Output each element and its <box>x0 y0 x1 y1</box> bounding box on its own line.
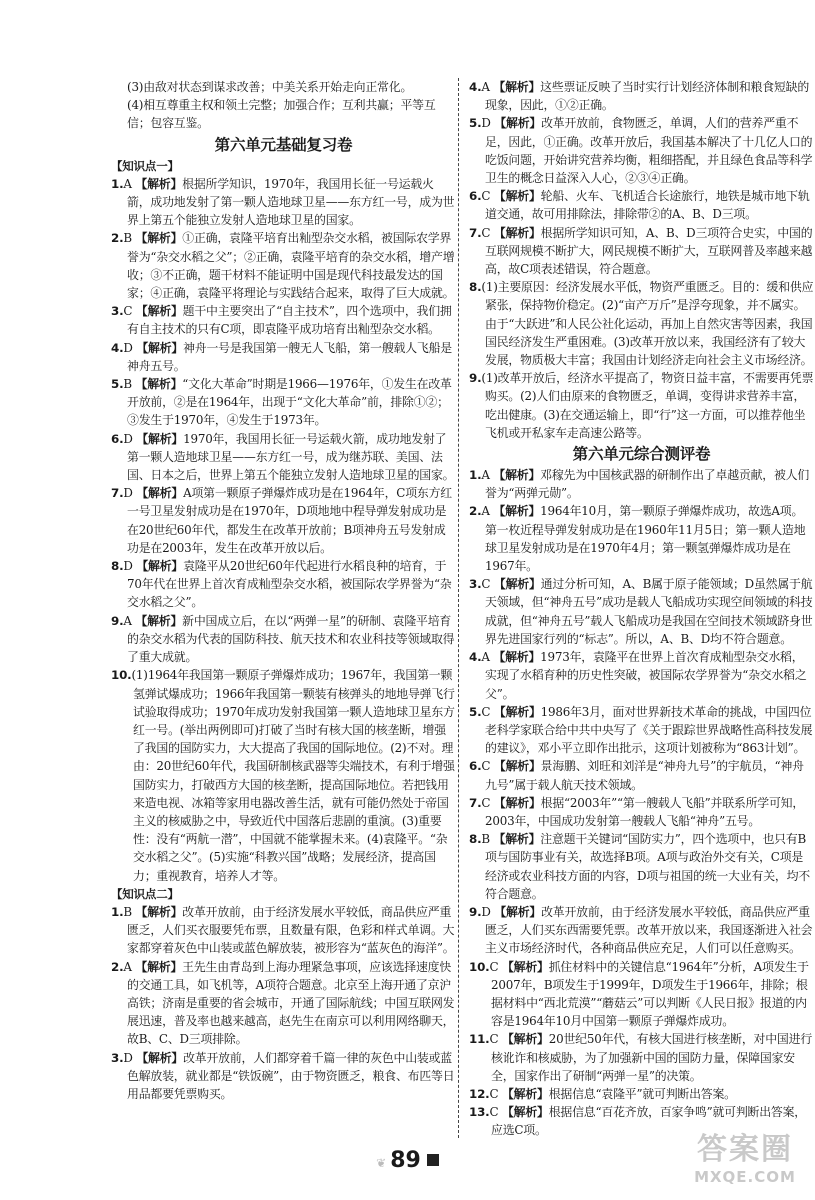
answer-item <box>469 958 814 1031</box>
item-text: 抓住材料中的关键信息“1964年”分析，A项发生于2007年，B项发生于1999年，D项发生于1966年，排除；根据材料中“西北荒漠”“蘑菇云”可以判断《人民日报》报道的内容是1964年10月中国第一颗原子弹爆炸成功。 <box>491 959 809 1029</box>
item-number: 1. <box>111 176 124 191</box>
answer-item <box>111 612 456 667</box>
item-number: 1. <box>111 904 124 919</box>
item-text: 改革开放前，由于经济发展水平较低，商品供应严重匮乏，人们买东西需要凭票。改革开放以来，我国逐渐进入社会主义市场经济时代，各种商品供应充足，人们可以任意购买。 <box>485 904 813 956</box>
item-answer: A <box>123 176 132 191</box>
intro-paragraph: (4)相互尊重主权和领土完整；加强合作；互利共赢；平等互信；包容互鉴。 <box>127 98 436 131</box>
item-text: ①正确，袁隆平培育出籼型杂交水稻，被国际农学界誉为“杂交水稻之父”；②正确，袁隆平培育的杂交水稻，增产增收；③不正确，题干材料不能证明中国是现代科技最发达的国家；④正确，袁隆平将理论与实践结合起来，取得了巨大成就。 <box>127 231 455 301</box>
watermark-url: MXQE.COM <box>694 1168 796 1186</box>
item-answer: B <box>123 377 132 392</box>
item-number: 4. <box>469 80 482 94</box>
unit-review-title: 第六单元基础复习卷 <box>214 135 353 154</box>
item-number: 3. <box>111 304 124 319</box>
item-number: 9. <box>469 904 482 919</box>
item-answer: C <box>481 759 491 774</box>
answer-item <box>469 187 814 223</box>
item-number: 6. <box>469 189 482 204</box>
item-text: 景海鹏、刘旺和刘洋是“神舟九号”的宇航员，“神舟九号”属于载人航天技术领域。 <box>485 759 804 792</box>
analysis-tag: 【解析】 <box>135 377 183 392</box>
analysis-tag: 【解析】 <box>135 231 183 246</box>
column-divider <box>458 78 459 1138</box>
answer-item <box>469 757 814 793</box>
item-number: 7. <box>469 225 482 240</box>
item-text: 改革开放前，由于经济发展水平较低，商品供应严重匮乏，人们买衣服要凭布票，且数量有限，色彩和样式单调。大家都穿着灰色中山装或蓝色解放装，被形容为“蓝灰色的海洋”。 <box>127 904 455 956</box>
item-answer: C <box>481 577 491 592</box>
item-text: 袁隆平从20世纪60年代起进行水稻良种的培育，于70年代在世界上首次育成籼型杂交水稻，被国际农学界誉为“杂交水稻之父”。 <box>127 559 452 610</box>
item-number: 6. <box>469 759 482 774</box>
analysis-tag: 【解析】 <box>493 759 541 774</box>
answer-item <box>111 229 456 302</box>
item-answer: B <box>123 904 132 919</box>
answer-item <box>469 648 814 703</box>
answer-item <box>469 1085 814 1103</box>
analysis-tag: 【解析】 <box>501 1105 549 1120</box>
item-answer: A <box>123 613 132 628</box>
item-answer: D <box>123 1050 133 1065</box>
item-text: 1970年，我国用长征一号运载火箭，成功地发射了第一颗人造地球卫星——东方红一号，成为继苏联、美国、法国、日本之后，世界上第五个能独立发射人造地球卫星的国家。 <box>127 431 455 483</box>
watermark-text: 答案圈 <box>697 1132 793 1167</box>
item-text: 根据所学知识，1970年，我国用长征一号运载火箭，成功地发射了第一颗人造地球卫星——东方红一号，成为世界上第五个能独立发射人造地球卫星的国家。 <box>127 176 455 228</box>
item-text: 根据信息“袁隆平”就可判断出答案。 <box>548 1086 736 1101</box>
left-column <box>111 78 456 1103</box>
analysis-tag: 【解析】 <box>136 431 184 446</box>
answer-item <box>469 1030 814 1085</box>
intro-paragraph: (3)由敌对状态到谋求改善；中美关系开始走向正常化。 <box>127 80 413 94</box>
item-answer: B <box>123 231 132 246</box>
item-answer: D <box>123 340 133 355</box>
analysis-tag: 【解析】 <box>493 650 541 665</box>
item-number: 6. <box>111 431 124 446</box>
item-number: 5. <box>469 704 482 719</box>
item-answer: C <box>123 304 133 319</box>
answer-item <box>469 903 814 958</box>
item-text: 题干中主要突出了“自主技术”，四个选项中，我们拥有自主技术的只有C项，即袁隆平成功培育出籼型杂交水稻。 <box>127 304 452 337</box>
item-text: 注意题干关键词“国防实力”，四个选项中，也只有B项与国防事业有关，故选择B项。A项与政治外交有关，C项是经济或农业科技方面的内容，D项与祖国的统一大业有关，均不符合题意。 <box>485 832 810 901</box>
item-answer: D <box>481 904 491 919</box>
item-number: 4. <box>469 650 482 665</box>
item-answer: C <box>489 1086 499 1101</box>
item-text: 改革开放前，食物匮乏，单调，人们的营养严重不足，因此，①正确。改革开放后，我国基本解决了十几亿人口的吃饭问题，开始讲究营养均衡，粗细搭配，并且绿色食品等科学卫生的概念日益深入人心，②③④正确。 <box>485 116 813 186</box>
item-text: A项第一颗原子弹爆炸成功是在1964年，C项东方红一号卫星发射成功是在1970年，D项地地中程导弹发射成功是在20世纪60年代，都发生在改革开放前；B项神舟五号发射成功是在2003年，发生在改革开放以后。 <box>127 486 452 555</box>
item-answer: D <box>481 116 491 131</box>
item-text: (1)主要原因：经济发展水平低，物资严重匮乏。目的：缓和供应紧张，保持物价稳定。(2)“亩产万斤”是浮夸现象，并不属实。由于“大跃进”和人民公社化运动，再加上自然灾害等因素，我国国民经济发生严重困难。(3)改革开放以来，我国经济有了较大发展，物质极大丰富；我国由计划经济走向社会主义市场经济。 <box>481 280 814 368</box>
answer-item <box>469 794 814 830</box>
answer-item <box>111 557 456 612</box>
analysis-tag: 【解析】 <box>493 468 541 483</box>
item-answer: A <box>481 468 490 483</box>
answer-item <box>111 1049 456 1104</box>
decor-mark: ❦ <box>376 1156 387 1170</box>
item-text: 改革开放前，人们都穿着千篇一律的灰色中山装或蓝色解放装，就业都是“铁饭碗”，由于物资匮乏，粮食、布匹等日用品都要凭票购买。 <box>127 1050 455 1101</box>
item-text: 通过分析可知，A、B属于原子能领域；D虽然属于航天领域，但“神舟五号”成功是载人飞船成功实现空间领域的科技成就，但“神舟五号”载人飞船成功是我国在空间技术领域跻身世界先进国家行列的“标志”。所以，A、B、D均不符合题意。 <box>485 577 813 646</box>
analysis-tag: 【解析】 <box>136 1050 184 1065</box>
knowledge-point-heading: 【知识点二】 <box>111 886 179 901</box>
item-text: 这些票证反映了当时实行计划经济体制和粮食短缺的现象，因此，①②正确。 <box>485 80 810 113</box>
answer-item <box>111 175 456 230</box>
comprehensive-test-title: 第六单元综合测评卷 <box>572 445 711 464</box>
item-number: 10. <box>469 959 490 974</box>
item-text: 根据“2003年”“第一艘载人飞船”并联系所学可知，2003年，中国成功发射第一艘载人飞船“神舟”五号。 <box>485 795 805 828</box>
answer-item <box>111 903 456 958</box>
item-answer: D <box>123 559 133 574</box>
item-answer: C <box>489 959 499 974</box>
item-number: 2. <box>469 504 482 519</box>
item-answer: D <box>123 431 133 446</box>
answer-item <box>111 430 456 485</box>
watermark-logo <box>681 1132 809 1192</box>
item-number: 8. <box>469 832 482 847</box>
item-answer: A <box>481 80 490 94</box>
item-number: 3. <box>469 577 482 592</box>
item-number: 1. <box>469 468 482 483</box>
analysis-tag: 【解析】 <box>135 613 183 628</box>
analysis-tag: 【解析】 <box>493 795 541 810</box>
answer-item <box>111 484 456 557</box>
item-number: 4. <box>111 340 124 355</box>
item-answer: C <box>489 1032 499 1047</box>
item-number: 5. <box>469 116 482 131</box>
analysis-tag: 【解析】 <box>135 304 183 319</box>
item-text: (1)1964年我国第一颗原子弹爆炸成功；1967年，我国第一颗氢弹试爆成功；1966年我国第一颗装有核弹头的地地导弹飞行试验取得成功；1970年成功发射我国第一颗人造地球卫星东方红一号。(举出两例即可)打破了当时有核大国的核垄断，增强了我国的国防实力，大大提高了我国的国际地位。(2)不对。理由：20世纪60年代，我国研制核武器等尖端技术，有利于增强国防实力，打破西方大国的核垄断，提高国际地位。若把钱用来造电视、冰箱等家用电器改善生活，就有可能仍然处于帝国主义的核威胁之中，导致近代中国落后悲剧的重演。(3)重要性：没有“两航一潜”，中国就不能掌握未来。(4)袁隆平。“杂交水稻之父”。(5)实施“科教兴国”战略；发展经济，提高国力；重视教育，培养人才等。 <box>131 668 455 883</box>
item-text: 1964年10月，第一颗原子弹爆炸成功，故选A项。第一枚近程导弹发射成功是在1960年11月5日；第一颗人造地球卫星发射成功是在1970年4月；第一颗氢弹爆炸成功是在1967年。 <box>485 504 806 574</box>
answer-item <box>469 575 814 648</box>
answer-item <box>469 224 814 279</box>
answer-item <box>111 666 456 884</box>
analysis-tag: 【解析】 <box>135 959 183 974</box>
analysis-tag: 【解析】 <box>136 559 184 574</box>
answer-item <box>469 502 814 575</box>
item-text: 1986年3月，面对世界新技术革命的挑战，中国四位老科学家联合给中共中央写了《关于跟踪世界战略性高科技发展的建议》，邓小平立即作出批示，这项计划被称为“863计划”。 <box>485 704 813 756</box>
item-number: 7. <box>111 486 124 501</box>
analysis-tag: 【解析】 <box>494 116 542 131</box>
item-text: 1973年，袁隆平在世界上首次育成籼型杂交水稻，实现了水稻育种的历史性突破，被国际农学界誉为“杂交水稻之父”。 <box>485 650 807 701</box>
analysis-tag: 【解析】 <box>135 176 183 191</box>
item-answer: B <box>481 832 490 847</box>
item-answer: A <box>481 504 490 519</box>
item-text: “文化大革命”时期是1966—1976年，①发生在改革开放前，②是在1964年，出现于“文化大革命”前，排除①②；③发生于1970年，④发生于1973年。 <box>127 377 452 428</box>
item-number: 2. <box>111 231 124 246</box>
analysis-tag: 【解析】 <box>494 904 542 919</box>
item-text: 轮船、火车、飞机适合长途旅行，地铁是城市地下轨道交通，故可用排除法，排除带②的A、B、D三项。 <box>485 189 810 222</box>
item-number: 2. <box>111 959 124 974</box>
item-answer: A <box>123 959 132 974</box>
analysis-tag: 【解析】 <box>493 80 541 94</box>
analysis-tag: 【解析】 <box>501 1032 549 1047</box>
item-number: 9. <box>469 371 482 386</box>
item-text: 20世纪50年代，有核大国进行核垄断，对中国进行核讹诈和核威胁，为了加强新中国的国防力量，保障国家安全，国家作出了研制“两弹一星”的决策。 <box>491 1032 813 1083</box>
square-mark <box>427 1154 439 1166</box>
answer-item <box>469 278 814 369</box>
item-answer: C <box>481 704 491 719</box>
item-number: 8. <box>111 559 124 574</box>
item-number: 8. <box>469 280 482 295</box>
item-text: 新中国成立后，在以“两弹一星”的研制、袁隆平培育的杂交水稻为代表的国防科技、航天技术和农业科技等领域取得了重大成就。 <box>127 613 455 665</box>
analysis-tag: 【解析】 <box>136 340 184 355</box>
analysis-tag: 【解析】 <box>493 189 541 204</box>
item-answer: D <box>123 486 133 501</box>
item-number: 10. <box>111 668 132 683</box>
analysis-tag: 【解析】 <box>501 959 549 974</box>
item-text: (1)改革开放后，经济水平提高了，物资日益丰富，不需要再凭票购买。(2)人们由原来的食物匮乏，单调，变得讲求营养丰富，吃出健康。(3)在交通运输上，即“行”这一方面，可以推荐他坐飞机或开私家车走高速公路等。 <box>481 371 814 440</box>
answer-item <box>469 830 814 903</box>
item-number: 3. <box>111 1050 124 1065</box>
answer-item <box>111 339 456 375</box>
analysis-tag: 【解析】 <box>135 904 183 919</box>
answer-item <box>469 114 814 187</box>
answer-item <box>111 302 456 338</box>
answer-item <box>469 78 814 114</box>
page-number: 89 <box>390 1148 421 1173</box>
answer-item <box>111 958 456 1049</box>
analysis-tag: 【解析】 <box>501 1086 549 1101</box>
item-text: 神舟一号是我国第一艘无人飞船，第一艘载人飞船是神舟五号。 <box>127 340 452 373</box>
item-number: 9. <box>111 613 124 628</box>
item-text: 王先生由青岛到上海办理紧急事项，应该选择速度快的交通工具，如飞机等，A项符合题意。北京至上海开通了京沪高铁；济南是重要的省会城市，开通了国际航线；中国互联网发展迅速，普及率也越来越高，赵先生在南京可以利用网络聊天，故B、C、D三项排除。 <box>127 959 455 1047</box>
answer-item <box>111 375 456 430</box>
answer-item <box>469 466 814 502</box>
item-text: 根据所学知识可知，A、B、D三项符合史实，中国的互联网规模不断扩大，网民规模不断扩大，互联网普及率越来越高，故C项表述错误，符合题意。 <box>485 225 813 277</box>
item-answer: A <box>481 650 490 665</box>
analysis-tag: 【解析】 <box>493 504 541 519</box>
item-answer: C <box>481 225 491 240</box>
answer-item <box>469 369 814 442</box>
item-text: 邓稼先为中国核武器的研制作出了卓越贡献，被人们誉为“两弹元勋”。 <box>485 468 810 501</box>
item-answer: C <box>481 795 491 810</box>
item-number: 11. <box>469 1032 490 1047</box>
analysis-tag: 【解析】 <box>493 577 541 592</box>
analysis-tag: 【解析】 <box>136 486 184 501</box>
answer-item <box>469 703 814 758</box>
item-number: 5. <box>111 377 124 392</box>
item-text: 根据信息“百花齐放，百家争鸣”就可判断出答案，应选C项。 <box>491 1105 806 1138</box>
item-number: 12. <box>469 1086 490 1101</box>
item-number: 13. <box>469 1105 490 1120</box>
item-answer: C <box>489 1105 499 1120</box>
analysis-tag: 【解析】 <box>493 832 541 847</box>
analysis-tag: 【解析】 <box>493 704 541 719</box>
item-number: 7. <box>469 795 482 810</box>
knowledge-point-heading: 【知识点一】 <box>111 158 179 173</box>
analysis-tag: 【解析】 <box>493 225 541 240</box>
item-answer: C <box>481 189 491 204</box>
right-column <box>469 78 814 1140</box>
